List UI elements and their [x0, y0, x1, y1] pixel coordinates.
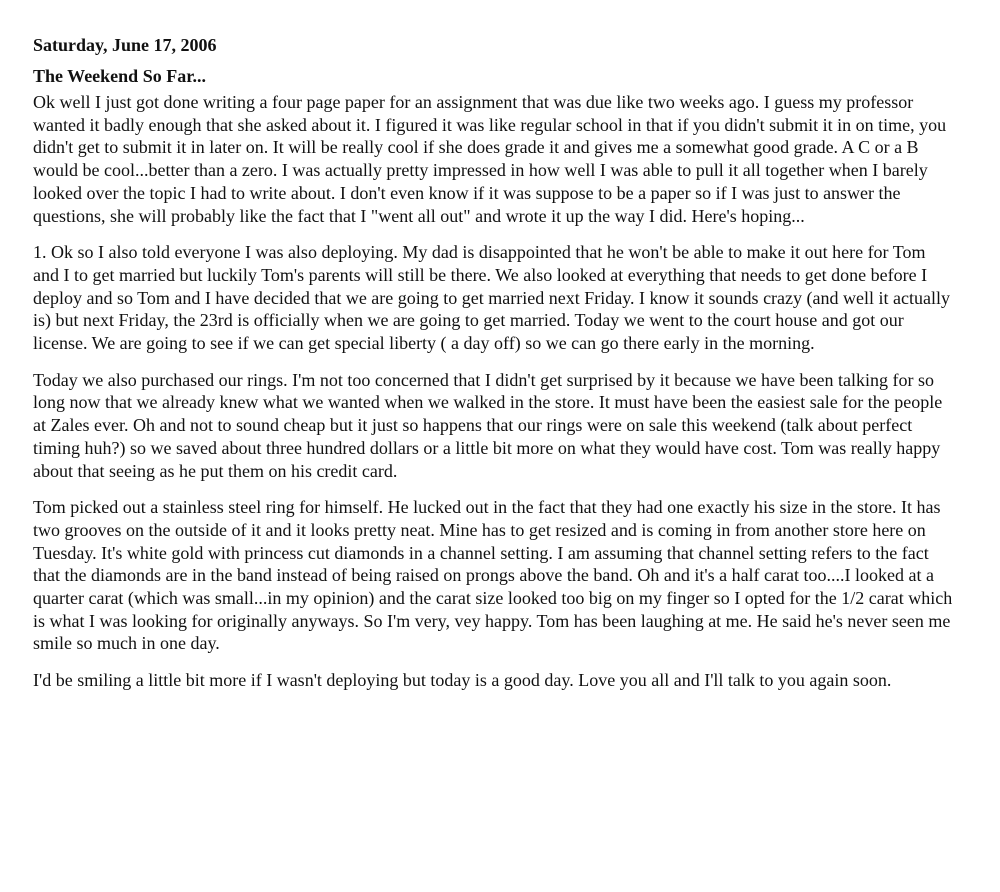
post-date: Saturday, June 17, 2006: [33, 35, 217, 55]
post-paragraph-5: I'd be smiling a little bit more if I wasn't deploying but today is a good day. Love you all and I'll talk to you again soon.: [33, 670, 892, 691]
blog-post: [33, 34, 953, 706]
post-paragraph-4: Tom picked out a stainless steel ring for himself. He lucked out in the fact that they had one exactly his size in the store. It has two grooves on the outside of it and it looks pretty neat. Mine has to get resized and is coming in from another store here on Tuesday. It's white gold with princess cut diamonds in a channel setting. I am assuming that channel setting refers to the fact that the diamonds are in the band instead of being raised on prongs above the band. Oh and it's a half carat too....I looked at a quarter carat (which was small...in my opinion) and the carat size looked too big on my finger so I opted for the 1/2 carat which is what I was looking for originally anyways. So I'm very, vey happy. Tom has been laughing at me. He said he's never seen me smile so much in one day.: [33, 497, 953, 654]
post-paragraph-1: Ok well I just got done writing a four page paper for an assignment that was due like two weeks ago. I guess my professor wanted it badly enough that she asked about it. I figured it was like regular school in that if you didn't submit it in on time, you didn't get to submit it in later on. It will be really cool if she does grade it and gives me a somewhat good grade. A C or a B would be cool...better than a zero. I was actually pretty impressed in how well I was able to pull it all together when I barely looked over the topic I had to write about. I don't even know if it was suppose to be a paper so if I was just to answer the questions, she will probably like the fact that I "went all out" and wrote it up the way I did. Here's hoping...: [33, 92, 947, 226]
post-paragraph-3: Today we also purchased our rings. I'm not too concerned that I didn't get surprised by it because we have been talking for so long now that we already knew what we wanted when we walked in the store. It must have been the easiest sale for the people at Zales ever. Oh and not to sound cheap but it just so happens that our rings were on sale this weekend (talk about perfect timing huh?) so we saved about three hundred dollars or a little bit more on what they would have cost. Tom was really happy about that seeing as he put them on his credit card.: [33, 369, 943, 481]
post-paragraph-2: 1. Ok so I also told everyone I was also deploying. My dad is disappointed that he won't be able to make it out here for Tom and I to get married but luckily Tom's parents will still be there. We also looked at everything that needs to get done before I deploy and so Tom and I have decided that we are going to get married next Friday. I know it sounds crazy (and well it actually is) but next Friday, the 23rd is officially when we are going to get married. Today we went to the court house and got our license. We are going to see if we can get special liberty ( a day off) so we can go there early in the morning.: [33, 242, 950, 354]
post-title: The Weekend So Far...: [33, 66, 207, 86]
